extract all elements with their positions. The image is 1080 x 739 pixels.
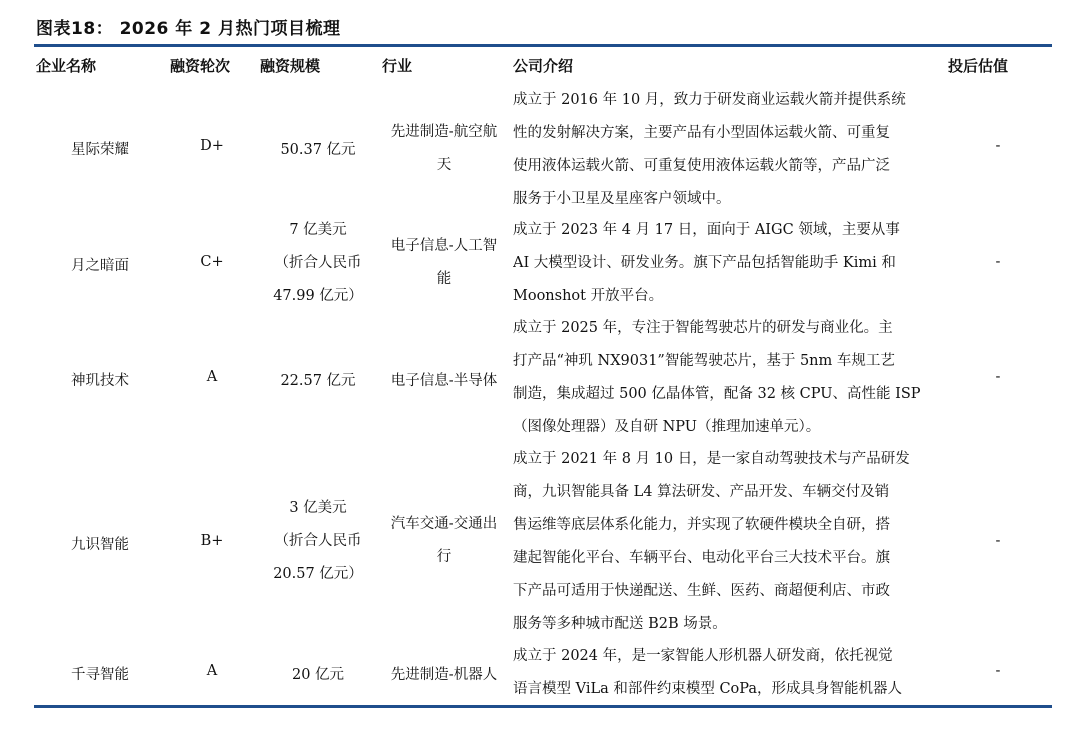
company-intro: 成立于 2021 年 8 月 10 日，是一家自动驾驶技术与产品研发 商，九识智能具备 L4 算法研发、产品开发、车辆交付及销 售运维等底层体系化能力，并实现了软硬件模块全自研，搭 建起智能化平台、车辆平台、电动化平台三大技术平台。旗 下产品可适用于快递配送、生鲜、医药、商超便利店、市政 服务等多种城市配送 B2B 场景。 [513,451,910,632]
post-valuation: - [995,533,1001,549]
company-intro: 成立于 2024 年，是一家智能人形机器人研发商，依托视觉 语言模型 ViLa 和部件约束模型 CoPa，形成具身智能机器人 [513,648,903,697]
industry: 汽车交通-交通出 行 [390,516,498,565]
company-intro: 成立于 2025 年，专注于智能驾驶芯片的研发与商业化。主 打产品“神玑 NX9031”智能驾驶芯片，基于 5nm 车规工艺 制造，集成超过 500 亿晶体管，配备 32 核 CPU、高性能 ISP （图像处理器）及自研 NPU（推理加速单元）。 [513,320,921,435]
industry: 先进制造-机器人 [390,667,498,683]
funding-scale: 22.57 亿元 [280,373,356,389]
funding-round: C+ [200,254,224,270]
funding-round: D+ [200,138,224,154]
company-name: 星际荣耀 [71,142,129,158]
funding-round: B+ [200,533,224,549]
post-valuation: - [995,369,1001,385]
industry: 电子信息-半导体 [390,373,498,389]
industry: 电子信息-人工智 能 [390,238,498,287]
figure-title: 图表18： 2026 年 2 月热门项目梳理 [36,19,341,39]
header-funding-scale: 融资规模 [260,57,321,75]
top-rule [34,44,1052,47]
company-intro: 成立于 2023 年 4 月 17 日，面向于 AIGC 领域，主要从事 AI 大模型设计、研发业务。旗下产品包括智能助手 Kimi 和 Moonshot 开放平台。 [513,222,900,304]
company-name: 九识智能 [71,537,129,553]
company-name: 千寻智能 [71,667,129,683]
post-valuation: - [995,663,1001,679]
company-intro: 成立于 2016 年 10 月，致力于研发商业运载火箭并提供系统 性的发射解决方案，主要产品有小型固体运载火箭、可重复 使用液体运载火箭、可重复使用液体运载火箭等，产品广泛 服务于小卫星及星座客户领域中。 [513,92,906,207]
funding-scale: 20 亿元 [291,667,345,683]
funding-round: A [206,663,218,679]
funding-scale: 50.37 亿元 [280,142,356,158]
funding-scale: 7 亿美元 （折合人民币 47.99 亿元） [273,222,363,304]
header-company-intro: 公司介绍 [513,57,574,75]
header-industry: 行业 [382,57,413,75]
header-company-name: 企业名称 [36,57,97,75]
company-name: 神玑技术 [71,373,129,389]
funding-round: A [206,369,218,385]
header-post-valuation: 投后估值 [948,57,1009,75]
company-name: 月之暗面 [71,258,129,274]
industry: 先进制造-航空航 天 [390,124,498,173]
post-valuation: - [995,138,1001,154]
funding-scale: 3 亿美元 （折合人民币 20.57 亿元） [273,500,363,582]
header-funding-round: 融资轮次 [170,57,231,75]
post-valuation: - [995,254,1001,270]
bottom-rule [34,705,1052,708]
